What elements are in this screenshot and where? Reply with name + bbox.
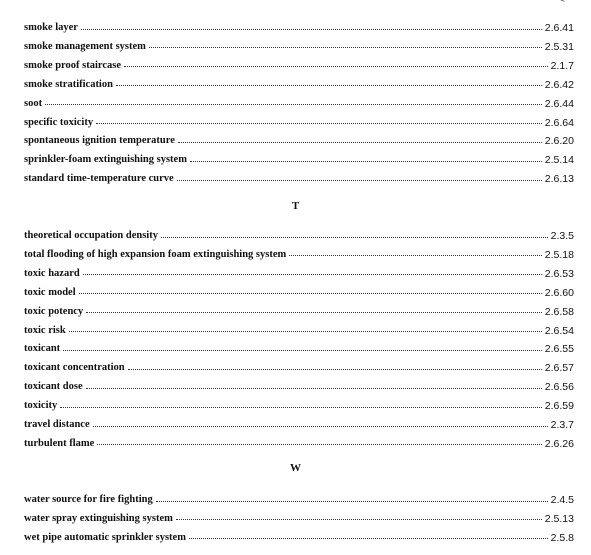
dot-leader	[86, 388, 542, 389]
dot-leader	[86, 312, 542, 313]
clause-reference: 2.6.60	[544, 286, 574, 299]
dot-leader	[83, 274, 542, 275]
dot-leader	[97, 444, 542, 445]
dot-leader	[149, 47, 542, 48]
index-entry	[24, 226, 574, 242]
index-term: toxic model	[24, 286, 76, 298]
index-entry	[24, 18, 574, 34]
index-entry	[24, 415, 574, 431]
index-term: toxicant dose	[24, 381, 83, 393]
index-entry	[24, 37, 574, 53]
index-term: water source for fire fighting	[24, 494, 153, 505]
dot-leader	[176, 519, 542, 520]
dot-leader	[190, 161, 542, 162]
section-letter: W	[290, 462, 301, 474]
index-entry	[24, 434, 574, 450]
dot-leader	[161, 237, 548, 238]
index-term: turbulent flame	[24, 437, 95, 449]
clause-reference: 2.6.55	[544, 343, 574, 356]
clause-reference: 2.6.13	[544, 173, 574, 186]
clause-reference: 2.5.8	[550, 531, 574, 544]
clause-reference: 2.1.7	[550, 59, 574, 72]
index-entry	[24, 528, 574, 544]
index-entry	[24, 490, 574, 506]
dot-leader	[289, 255, 542, 256]
clause-reference: 2.5.18	[544, 248, 574, 261]
index-entry	[24, 150, 574, 166]
clause-reference: 2.6.41	[544, 22, 574, 34]
dot-leader	[69, 331, 542, 332]
index-entry	[24, 56, 574, 72]
index-term: toxic potency	[24, 305, 84, 317]
dot-leader	[178, 142, 542, 143]
index-term: travel distance	[24, 419, 90, 430]
index-entry	[24, 264, 574, 280]
index-entry	[24, 321, 574, 337]
index-entry	[24, 302, 574, 318]
index-term: standard time-temperature curve	[24, 173, 174, 185]
clause-reference: 2.6.64	[544, 116, 574, 129]
index-term: total flooding of high expansion foam extinguishing system	[24, 248, 287, 260]
index-term: smoke management system	[24, 40, 146, 52]
clause-reference: 2.6.56	[544, 381, 574, 394]
dot-leader	[81, 29, 542, 30]
index-entry	[24, 509, 574, 525]
index-term: toxicity	[24, 400, 58, 412]
dot-leader	[177, 180, 542, 181]
index-entry	[24, 283, 574, 299]
clause-reference: 2.6.26	[544, 437, 574, 450]
clause-reference: 2.5.13	[544, 512, 574, 525]
index-entry	[24, 169, 574, 185]
dot-leader	[116, 85, 542, 86]
index-term: wet pipe automatic sprinkler system	[24, 531, 186, 543]
index-entry	[24, 396, 574, 412]
dot-leader	[124, 66, 548, 67]
clause-reference: 2.3.5	[550, 230, 574, 242]
dot-leader	[60, 407, 542, 408]
clause-reference: 2.5.31	[544, 40, 574, 53]
dot-leader	[63, 350, 542, 351]
index-entry	[24, 358, 574, 374]
clause-reference: 2.6.42	[544, 78, 574, 91]
page-corner-mark	[559, 0, 564, 5]
index-entry	[24, 245, 574, 261]
dot-leader	[128, 369, 542, 370]
index-term: toxic hazard	[24, 267, 80, 279]
index-term: toxicant	[24, 343, 61, 355]
clause-reference: 2.6.54	[544, 324, 574, 337]
index-entry	[24, 113, 574, 129]
index-term: smoke proof staircase	[24, 59, 122, 71]
index-term: water spray extinguishing system	[24, 512, 173, 524]
dot-leader	[156, 501, 548, 502]
clause-reference: 2.4.5	[550, 494, 574, 506]
index-entry	[24, 339, 574, 355]
clause-reference: 2.3.7	[550, 419, 574, 431]
index-entry	[24, 131, 574, 147]
index-term: spontaneous ignition temperature	[24, 135, 175, 147]
clause-reference: 2.6.20	[544, 135, 574, 148]
index-term: smoke stratification	[24, 78, 113, 90]
dot-leader	[189, 538, 548, 539]
clause-reference: 2.6.53	[544, 267, 574, 280]
clause-reference: 2.5.14	[544, 154, 574, 167]
clause-reference: 2.6.59	[544, 400, 574, 413]
index-term: soot	[24, 97, 43, 109]
clause-reference: 2.6.58	[544, 305, 574, 318]
dot-leader	[79, 293, 542, 294]
index-entry	[24, 94, 574, 110]
index-entry	[24, 377, 574, 393]
index-term: toxic risk	[24, 324, 66, 336]
index-term: sprinkler-foam extinguishing system	[24, 154, 187, 166]
index-term: smoke layer	[24, 22, 78, 33]
section-letter: T	[291, 200, 300, 212]
dot-leader	[93, 426, 548, 427]
index-term: specific toxicity	[24, 116, 94, 128]
clause-reference: 2.6.57	[544, 362, 574, 375]
index-term: theoretical occupation density	[24, 230, 158, 241]
index-term: toxicant concentration	[24, 362, 125, 374]
index-entry	[24, 75, 574, 91]
clause-reference: 2.6.44	[544, 97, 574, 110]
dot-leader	[45, 104, 542, 105]
dot-leader	[96, 123, 542, 124]
